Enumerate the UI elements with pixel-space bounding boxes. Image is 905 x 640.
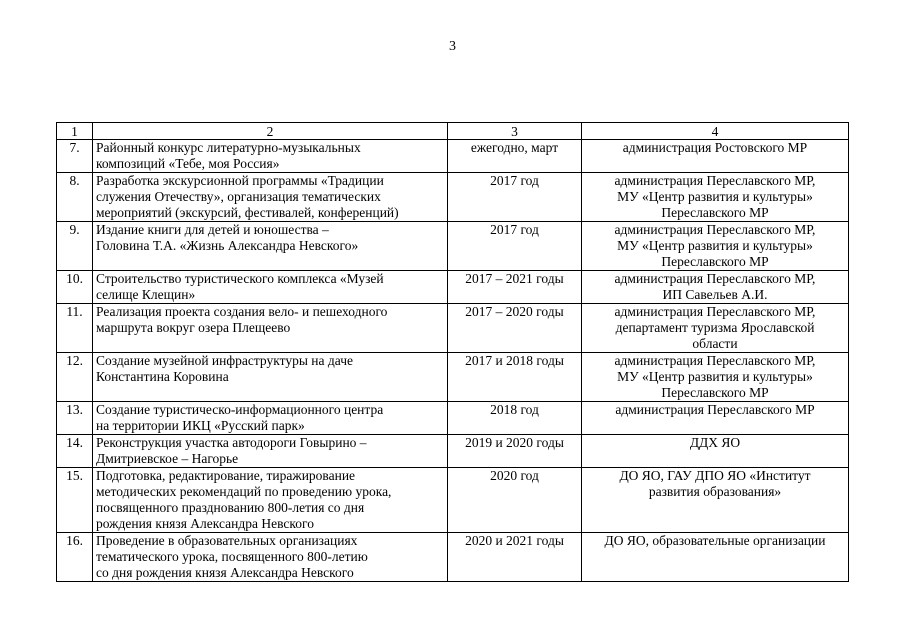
- event-description-cell: [93, 271, 448, 304]
- table-body: [57, 140, 849, 582]
- event-responsible-cell: [582, 222, 849, 271]
- table-header-row: [57, 123, 849, 140]
- event-term-cell: [448, 140, 582, 173]
- table-row: [57, 140, 849, 173]
- event-description-line: Создание туристическо-информационного центра: [96, 402, 384, 417]
- event-description-line: композиций «Тебе, моя Россия»: [96, 156, 280, 171]
- event-responsible-line: Переславского МР: [661, 385, 769, 400]
- row-number: 16.: [57, 533, 93, 582]
- event-term-line: 2017 год: [490, 173, 539, 188]
- column-header: 2: [93, 123, 448, 140]
- event-responsible-line: департамент туризма Ярославской: [615, 320, 815, 335]
- table-row: [57, 468, 849, 533]
- table-row: [57, 402, 849, 435]
- event-term-line: 2018 год: [490, 402, 539, 417]
- table-row: [57, 435, 849, 468]
- event-responsible-line: Переславского МР: [661, 205, 769, 220]
- event-responsible-line: ДО ЯО, образовательные организации: [604, 533, 826, 548]
- event-term-cell: [448, 222, 582, 271]
- event-responsible-line: МУ «Центр развития и культуры»: [617, 369, 813, 384]
- table-row: [57, 304, 849, 353]
- event-description-cell: [93, 173, 448, 222]
- event-term-line: 2017 и 2018 годы: [465, 353, 564, 368]
- row-number: 11.: [57, 304, 93, 353]
- event-description-line: мероприятий (экскурсий, фестивалей, конференций): [96, 205, 399, 220]
- event-term-line: ежегодно, март: [470, 140, 559, 155]
- event-description-cell: [93, 435, 448, 468]
- event-responsible-cell: [582, 173, 849, 222]
- event-description-line: посвященного празднованию 800-летия со дня: [96, 500, 365, 515]
- event-responsible-line: администрация Переславского МР,: [614, 304, 816, 319]
- event-description-line: Создание музейной инфраструктуры на даче: [96, 353, 353, 368]
- event-responsible-cell: [582, 533, 849, 582]
- table-row: [57, 271, 849, 304]
- event-term-line: 2019 и 2020 годы: [465, 435, 564, 450]
- table-row: [57, 353, 849, 402]
- event-description-line: Дмитриевское – Нагорье: [96, 451, 239, 466]
- event-term-line: 2017 – 2021 годы: [465, 271, 564, 286]
- row-number: 9.: [57, 222, 93, 271]
- event-description-line: Строительство туристического комплекса «Музей: [96, 271, 384, 286]
- event-description-line: Издание книги для детей и юношества –: [96, 222, 329, 237]
- event-responsible-line: администрация Переславского МР: [615, 402, 815, 417]
- event-description-line: Районный конкурс литературно-музыкальных: [96, 140, 361, 155]
- event-responsible-line: администрация Ростовского МР: [622, 140, 808, 155]
- event-responsible-line: ДО ЯО, ГАУ ДПО ЯО «Институт: [619, 468, 811, 483]
- event-description-cell: [93, 468, 448, 533]
- event-description-line: Реконструкция участка автодороги Говырино –: [96, 435, 367, 450]
- page-number: 3: [449, 39, 456, 54]
- event-responsible-line: администрация Переславского МР,: [614, 222, 816, 237]
- event-term-line: 2017 год: [490, 222, 539, 237]
- event-term-line: 2020 год: [490, 468, 539, 483]
- row-number: 13.: [57, 402, 93, 435]
- event-responsible-line: администрация Переславского МР,: [614, 173, 816, 188]
- event-term-cell: [448, 468, 582, 533]
- event-term-cell: [448, 402, 582, 435]
- column-header: 1: [57, 123, 93, 140]
- table-row: [57, 533, 849, 582]
- event-term-cell: [448, 304, 582, 353]
- event-responsible-cell: [582, 140, 849, 173]
- event-term-cell: [448, 173, 582, 222]
- event-description-line: на территории ИКЦ «Русский парк»: [96, 418, 305, 433]
- event-description-line: со дня рождения князя Александра Невского: [96, 565, 354, 580]
- event-term-cell: [448, 533, 582, 582]
- events-table: [56, 122, 849, 582]
- event-responsible-line: МУ «Центр развития и культуры»: [617, 189, 813, 204]
- event-responsible-cell: [582, 353, 849, 402]
- event-description-cell: [93, 222, 448, 271]
- event-description-line: Головина Т.А. «Жизнь Александра Невского»: [96, 238, 359, 253]
- event-responsible-cell: [582, 468, 849, 533]
- event-description-line: Константина Коровина: [96, 369, 229, 384]
- event-responsible-line: области: [692, 336, 738, 351]
- event-term-line: 2017 – 2020 годы: [465, 304, 564, 319]
- event-responsible-line: МУ «Центр развития и культуры»: [617, 238, 813, 253]
- event-description-cell: [93, 304, 448, 353]
- event-description-line: Подготовка, редактирование, тиражирование: [96, 468, 356, 483]
- event-term-cell: [448, 353, 582, 402]
- event-responsible-cell: [582, 435, 849, 468]
- event-description-line: Реализация проекта создания вело- и пешеходного: [96, 304, 388, 319]
- event-description-line: рождения князя Александра Невского: [96, 516, 314, 531]
- event-responsible-cell: [582, 402, 849, 435]
- event-description-line: служения Отечеству», организация тематических: [96, 189, 381, 204]
- event-description-cell: [93, 353, 448, 402]
- column-header: 3: [448, 123, 582, 140]
- row-number: 12.: [57, 353, 93, 402]
- event-term-cell: [448, 435, 582, 468]
- event-responsible-line: ДДХ ЯО: [689, 435, 741, 450]
- event-responsible-line: развития образования»: [648, 484, 782, 499]
- event-responsible-cell: [582, 304, 849, 353]
- event-responsible-line: администрация Переславского МР,: [614, 353, 816, 368]
- event-description-line: селище Клещин»: [96, 287, 196, 302]
- row-number: 15.: [57, 468, 93, 533]
- event-responsible-line: ИП Савельев А.И.: [662, 287, 768, 302]
- event-description-line: методических рекомендаций по проведению урока,: [96, 484, 392, 499]
- table-row: [57, 173, 849, 222]
- table-row: [57, 222, 849, 271]
- event-description-line: маршрута вокруг озера Плещеево: [96, 320, 291, 335]
- event-responsible-line: администрация Переславского МР,: [614, 271, 816, 286]
- event-description-line: Проведение в образовательных организациях: [96, 533, 358, 548]
- row-number: 14.: [57, 435, 93, 468]
- event-term-cell: [448, 271, 582, 304]
- column-header: 4: [582, 123, 849, 140]
- row-number: 10.: [57, 271, 93, 304]
- event-responsible-line: Переславского МР: [661, 254, 769, 269]
- event-responsible-cell: [582, 271, 849, 304]
- event-term-line: 2020 и 2021 годы: [465, 533, 564, 548]
- row-number: 8.: [57, 173, 93, 222]
- event-description-line: Разработка экскурсионной программы «Традиции: [96, 173, 384, 188]
- event-description-cell: [93, 402, 448, 435]
- event-description-cell: [93, 533, 448, 582]
- event-description-line: тематического урока, посвященного 800-летию: [96, 549, 368, 564]
- row-number: 7.: [57, 140, 93, 173]
- event-description-cell: [93, 140, 448, 173]
